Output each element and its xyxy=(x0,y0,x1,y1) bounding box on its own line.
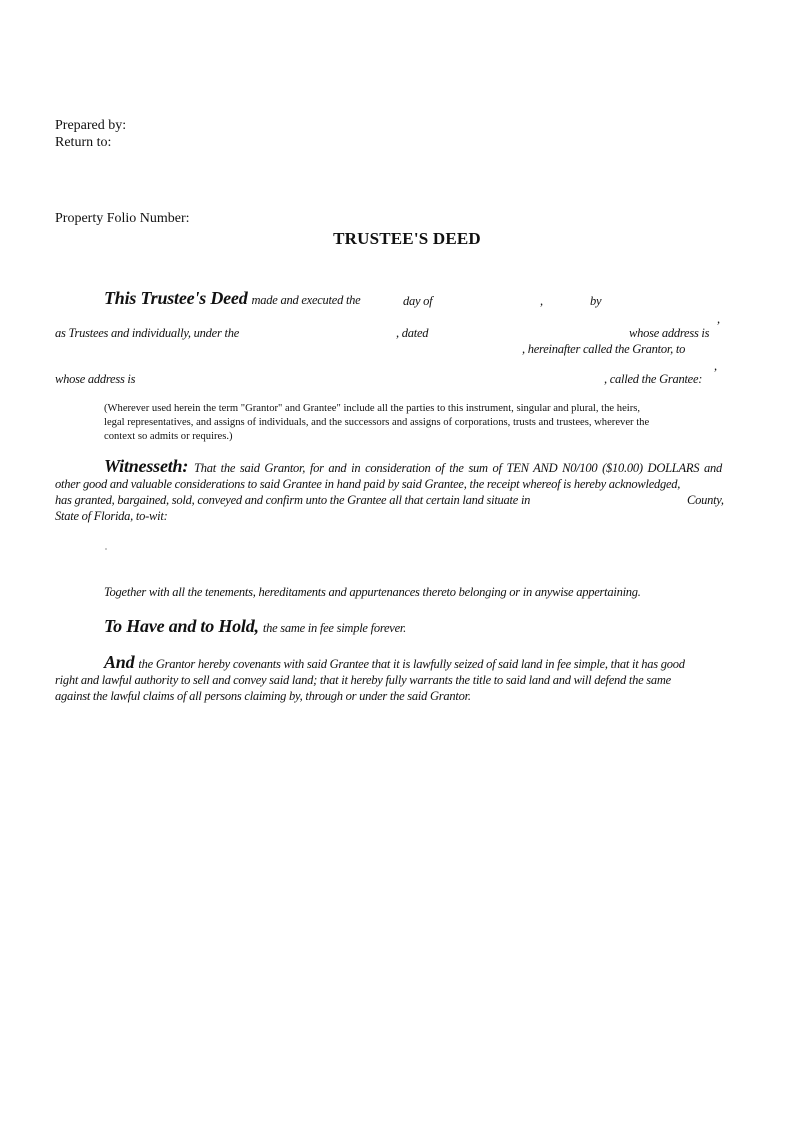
county-label: County, xyxy=(687,493,724,507)
as-trustees-text: as Trustees and individually, under the xyxy=(55,326,239,340)
definitions-line-3: context so admits or requires.) xyxy=(104,431,233,442)
covenant-line-2: right and lawful authority to sell and convey said land; that it hereby fully warrants the title to said land and will defend the same xyxy=(55,673,671,687)
definitions-line-1: (Wherever used herein the term "Grantor" and Grantee" include all the parties to this instrument, singular and plural, the heirs, xyxy=(104,403,641,414)
witnesseth-line-4: State of Florida, to-wit: xyxy=(55,509,168,523)
property-folio-label: Property Folio Number: xyxy=(55,211,190,226)
called-grantee-text: , called the Grantee: xyxy=(604,372,703,386)
stray-comma-2: , xyxy=(714,359,717,373)
legal-description-placeholder-dot xyxy=(105,548,107,550)
habendum-text: the same in fee simple forever. xyxy=(262,621,406,635)
covenant-lead: And xyxy=(104,652,135,672)
grantor-definition-text: , hereinafter called the Grantor, to xyxy=(522,342,686,356)
witnesseth-first-line xyxy=(104,456,722,477)
witnesseth-lead: Witnesseth: xyxy=(104,456,189,476)
stray-comma-1: , xyxy=(717,312,720,326)
by-label: by xyxy=(590,294,602,308)
habendum-lead: To Have and to Hold, xyxy=(104,616,259,636)
covenant-first-line xyxy=(104,652,685,673)
intro-lead: This Trustee's Deed xyxy=(104,288,248,308)
day-of-label: day of xyxy=(403,294,433,308)
intro-first-line xyxy=(104,288,360,309)
covenant-line-3: against the lawful claims of all persons claiming by, through or under the said Grantor. xyxy=(55,689,471,703)
dated-label: , dated xyxy=(396,326,429,340)
habendum-clause xyxy=(104,616,406,637)
together-clause: Together with all the tenements, hereditaments and appurtenances thereto belonging or in anywise appertaining. xyxy=(104,585,641,599)
definitions-line-2: legal representatives, and assigns of individuals, and the successors and assigns of corporations, trusts and trustees, wherever the xyxy=(104,417,650,428)
intro-made-text: made and executed the xyxy=(251,293,361,307)
witnesseth-line-1: That the said Grantor, for and in consideration of the sum of TEN AND N0/100 ($10.00) DOLLARS and xyxy=(194,461,722,475)
return-to-label: Return to: xyxy=(55,135,112,150)
document-title: TRUSTEE'S DEED xyxy=(333,229,481,248)
witnesseth-line-3: has granted, bargained, sold, conveyed and confirm unto the Grantee all that certain land situate in xyxy=(55,493,531,507)
date-comma: , xyxy=(540,294,543,308)
prepared-by-label: Prepared by: xyxy=(55,118,127,133)
whose-address-label-2: whose address is xyxy=(55,372,136,386)
whose-address-label-1: whose address is xyxy=(629,326,710,340)
covenant-line-1: the Grantor hereby covenants with said Grantee that it is lawfully seized of said land in fee simple, that it has good xyxy=(138,657,685,671)
witnesseth-line-2: other good and valuable considerations to said Grantee in hand paid by said Grantee, the receipt whereof is hereby acknowledged, xyxy=(55,477,681,491)
